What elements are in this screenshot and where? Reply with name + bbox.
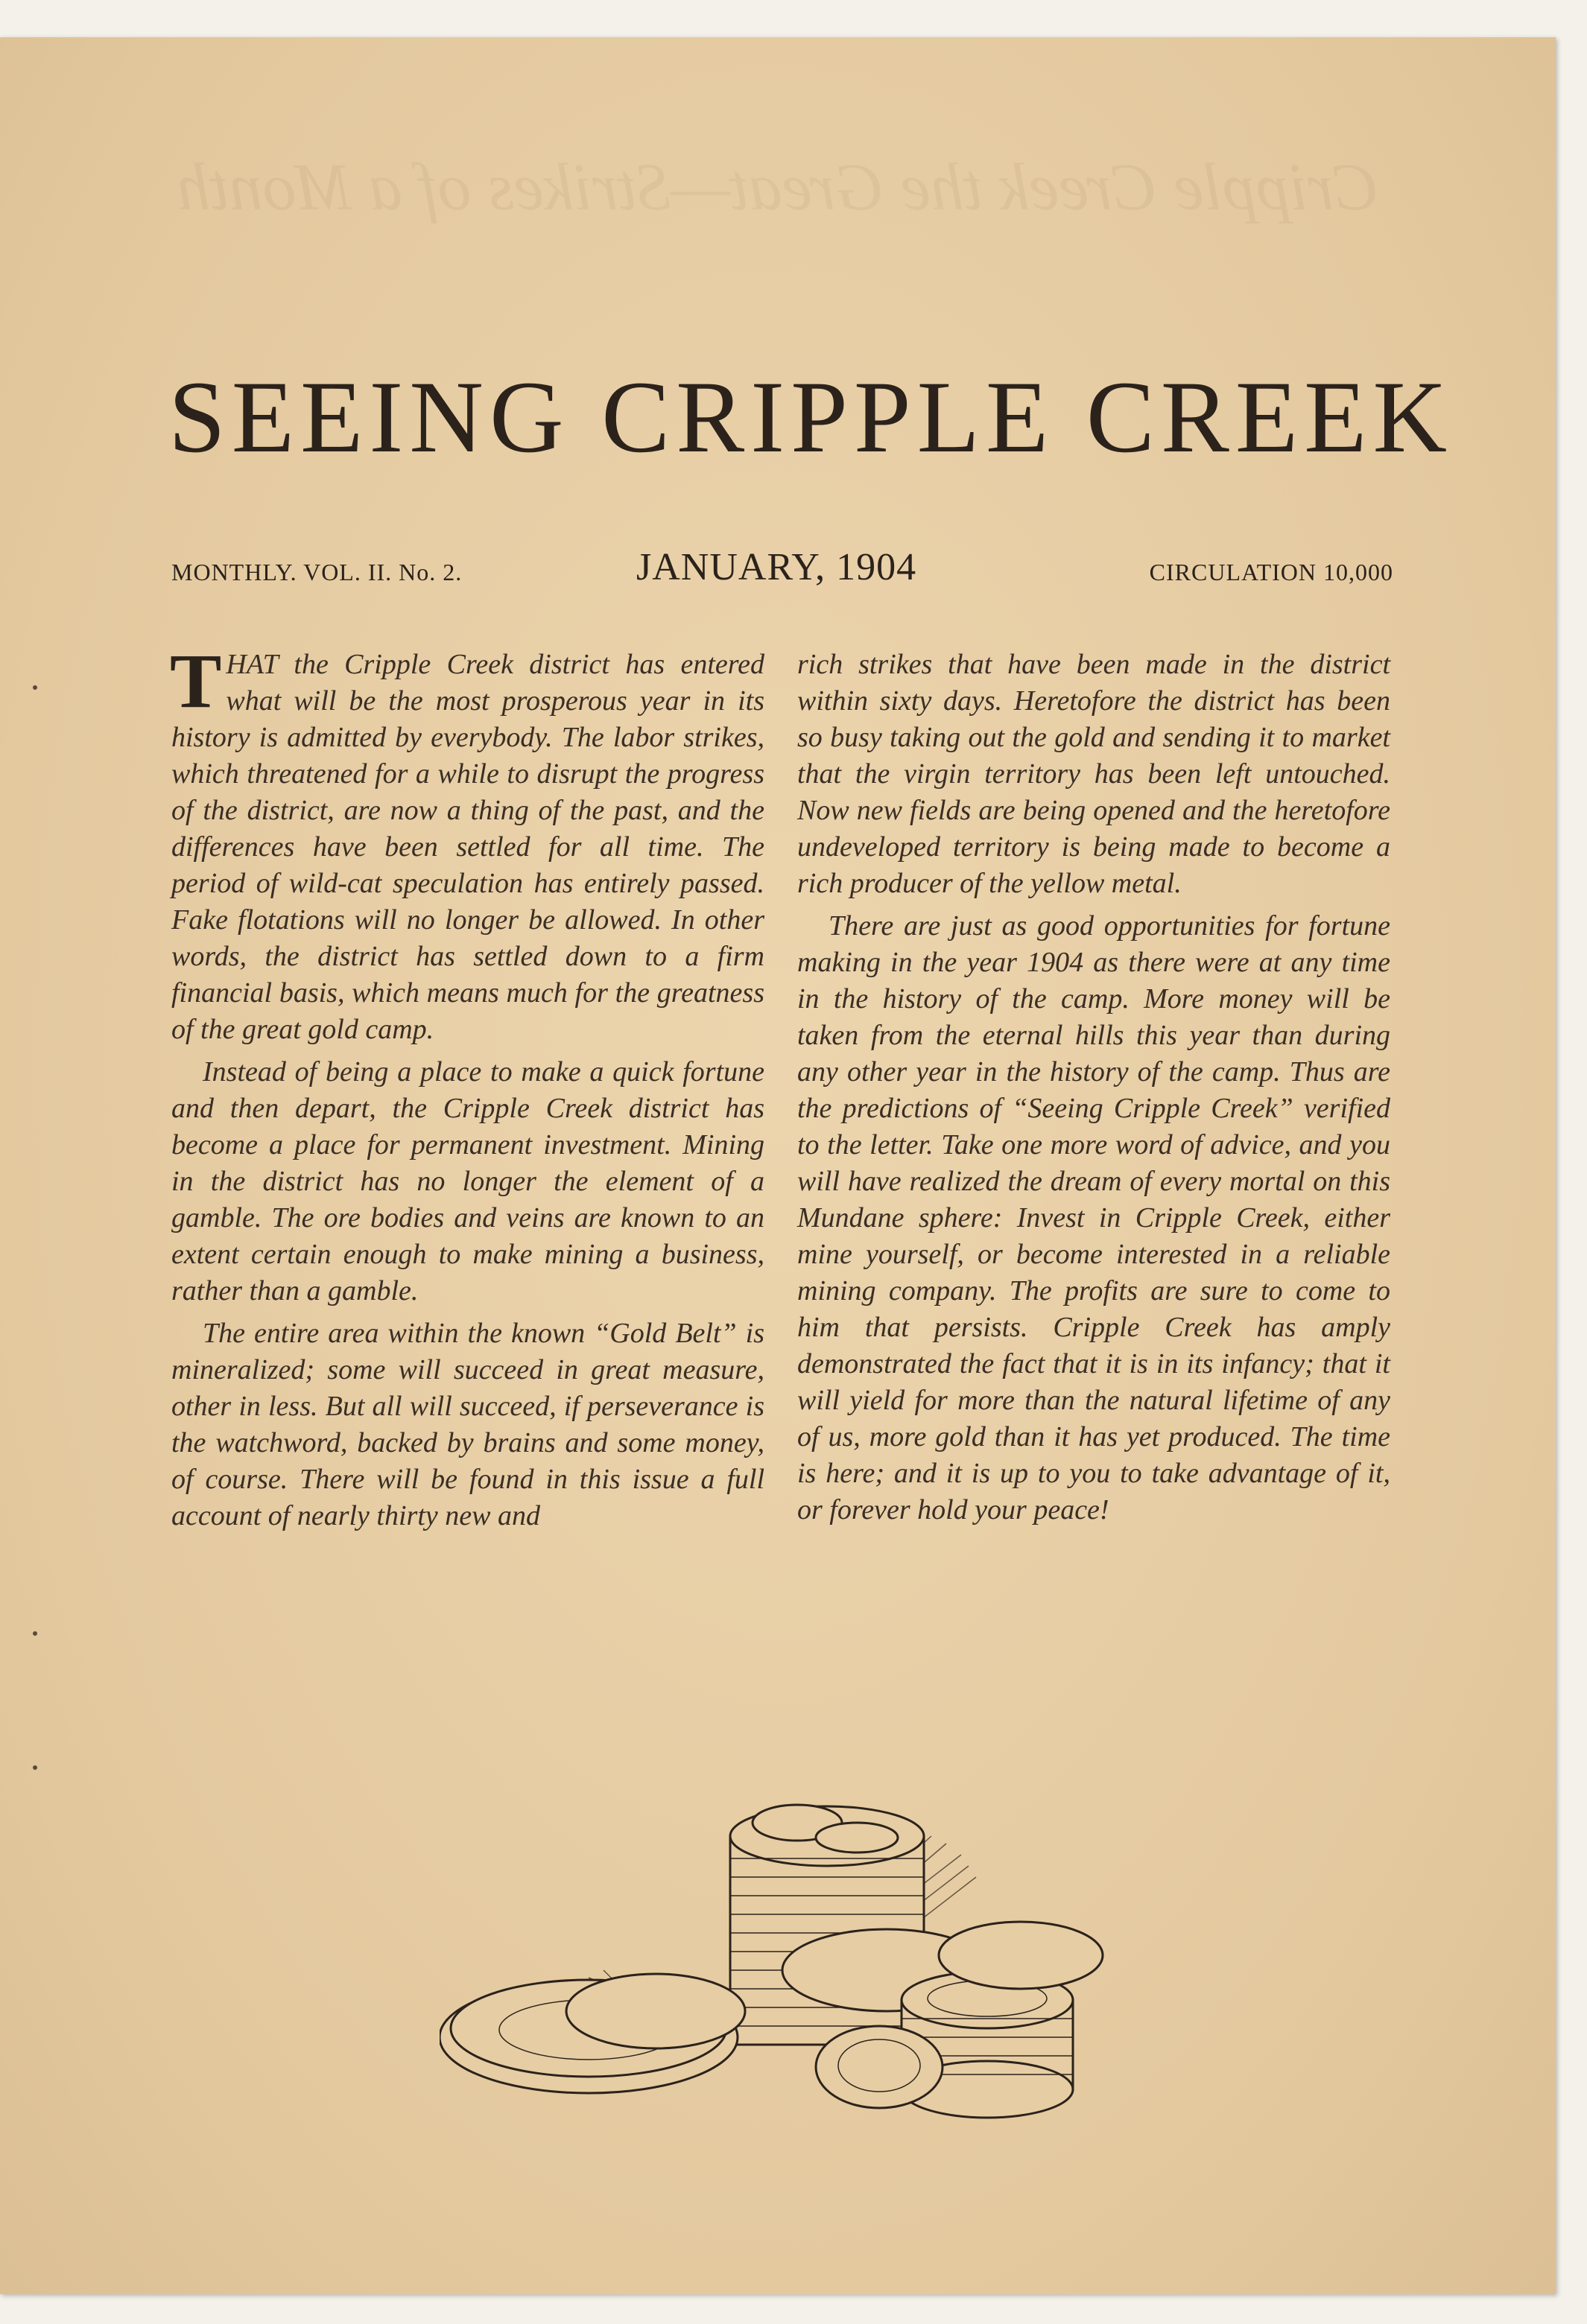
drop-cap: T <box>170 638 222 724</box>
coins-illustration <box>440 1791 1125 2134</box>
magazine-page <box>0 37 1556 2294</box>
left-coins <box>440 1974 745 2093</box>
volume-label: MONTHLY. VOL. II. No. 2. <box>171 559 463 585</box>
article-column-2 <box>797 647 1390 1534</box>
bleed-through-text: Cripple Creek the Great—Strikes of a Month <box>177 150 1379 224</box>
issue-date: JANUARY, 1904 <box>636 546 917 588</box>
article-paragraph: Instead of being a place to make a quick fortune and then depart, the Cripple Creek district has become a place for permanent investment. Mining in the district has no longer the element of a gamble. The ore bodies and veins are known to an extent certain enough to make mining a business, rather than a gamble. <box>171 1056 764 1307</box>
issue-line <box>171 542 1393 594</box>
article-paragraph <box>170 638 764 1048</box>
article-paragraph: There are just as good opportunities for fortune making in the year 1904 as there were at any time in the history of the camp. More money will be taken from the eternal hills this year than during any other year in the history of the camp. Thus are the predictions of “Seeing Cripple Creek” verified to the letter. Take one more word of advice, and you will have realized the dream of every mortal on this Mundane sphere: Invest in Cripple Creek, either mine yourself, or become interested in a reliable mining company. The profits are sure to come to him that persists. Cripple Creek has amply demonstrated the fact that it is in its infancy; that it will yield for more than the natural lifetime of any of us, more gold than it has yet produced. The time is here; and it is up to you to take advantage of it, or forever hold your peace! <box>797 910 1390 1525</box>
margin-mark <box>33 1631 37 1636</box>
masthead-title: SEEING CRIPPLE CREEK <box>168 360 1454 474</box>
article-paragraph: rich strikes that have been made in the district within sixty days. Heretofore the district has been so busy taking out the gold and sending it to market that the virgin territory has been left untouched. Now new fields are being opened and the heretofore undeveloped territory is being made to become a rich producer of the yellow metal. <box>797 649 1390 899</box>
margin-mark <box>33 685 37 690</box>
paragraph-text: HAT the Cripple Creek district has entered what will be the most prosperous year in its history is admitted by everybody. The labor strikes, which threatened for a while to disrupt the progress of the district, are now a thing of the past, and the differences have been settled for all time. The period of wild-cat speculation has entirely passed. Fake flotations will no longer be allowed. In other words, the district has settled down to a firm financial basis, which means much for the greatness of the great gold camp. <box>171 649 764 1045</box>
margin-mark <box>33 1765 37 1770</box>
gold-coins-stack-icon <box>440 1791 1125 2134</box>
article-paragraph: The entire area within the known “Gold Belt” is mineralized; some will succeed in great measure, other in less. But all will succeed, if perseverance is the watchword, backed by brains and some money, of course. There will be found in this issue a full account of nearly thirty new and <box>171 1318 764 1531</box>
article-column-1 <box>170 638 764 1540</box>
circulation-label: CIRCULATION 10,000 <box>1149 559 1393 585</box>
